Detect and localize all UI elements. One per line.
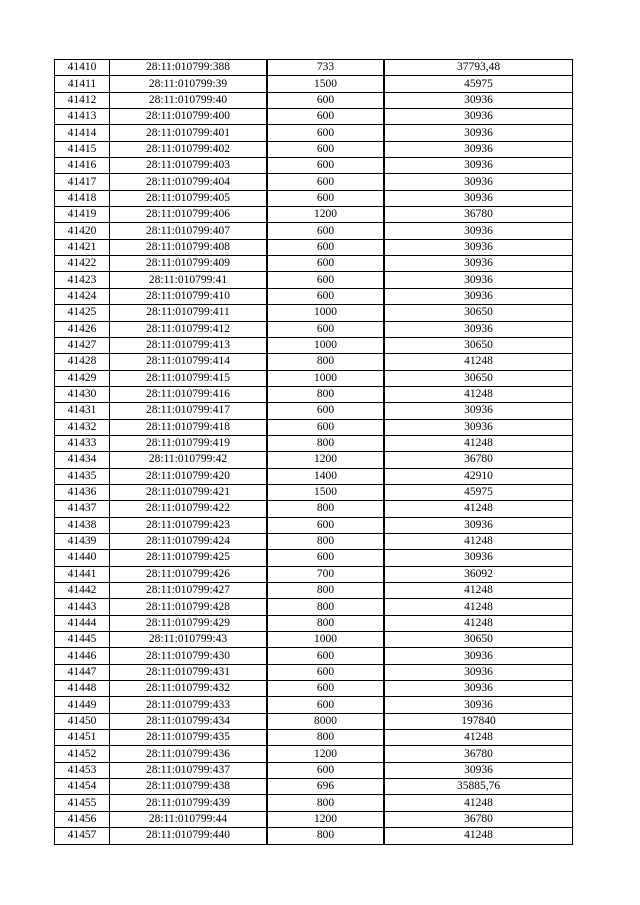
cadastral-number-cell: 28:11:010799:430 [110, 648, 268, 664]
value-cell: 41248 [384, 795, 573, 811]
value-cell: 30936 [384, 223, 573, 239]
table-row [55, 762, 573, 778]
table-row [55, 370, 573, 386]
area-cell: 600 [267, 517, 384, 533]
area-cell: 600 [267, 403, 384, 419]
table-row [55, 256, 573, 272]
area-cell: 600 [267, 239, 384, 255]
area-cell: 600 [267, 288, 384, 304]
table-row [55, 828, 573, 844]
cadastral-number-cell: 28:11:010799:436 [110, 746, 268, 762]
value-cell: 30650 [384, 337, 573, 353]
table-row [55, 239, 573, 255]
value-cell: 30936 [384, 158, 573, 174]
area-cell: 600 [267, 648, 384, 664]
row-number-cell: 41428 [55, 354, 110, 370]
value-cell: 30936 [384, 550, 573, 566]
row-number-cell: 41435 [55, 468, 110, 484]
cadastral-number-cell: 28:11:010799:421 [110, 484, 268, 500]
table-row [55, 76, 573, 92]
value-cell: 45975 [384, 484, 573, 500]
cadastral-number-cell: 28:11:010799:415 [110, 370, 268, 386]
row-number-cell: 41441 [55, 566, 110, 582]
cadastral-number-cell: 28:11:010799:405 [110, 190, 268, 206]
table-row [55, 337, 573, 353]
row-number-cell: 41454 [55, 779, 110, 795]
cadastral-number-cell: 28:11:010799:438 [110, 779, 268, 795]
value-cell: 36780 [384, 811, 573, 827]
row-number-cell: 41449 [55, 697, 110, 713]
cadastral-number-cell: 28:11:010799:388 [110, 60, 268, 76]
row-number-cell: 41448 [55, 681, 110, 697]
cadastral-number-cell: 28:11:010799:416 [110, 386, 268, 402]
value-cell: 30936 [384, 762, 573, 778]
cadastral-number-cell: 28:11:010799:424 [110, 533, 268, 549]
cadastral-number-cell: 28:11:010799:428 [110, 599, 268, 615]
value-cell: 36780 [384, 207, 573, 223]
cadastral-number-cell: 28:11:010799:440 [110, 828, 268, 844]
table-row [55, 501, 573, 517]
row-number-cell: 41452 [55, 746, 110, 762]
table-row [55, 403, 573, 419]
table-row [55, 648, 573, 664]
area-cell: 600 [267, 550, 384, 566]
cadastral-number-cell: 28:11:010799:413 [110, 337, 268, 353]
cadastral-number-cell: 28:11:010799:410 [110, 288, 268, 304]
value-cell: 41248 [384, 730, 573, 746]
table-row [55, 779, 573, 795]
cadastral-number-cell: 28:11:010799:406 [110, 207, 268, 223]
row-number-cell: 41443 [55, 599, 110, 615]
value-cell: 41248 [384, 354, 573, 370]
table-row [55, 386, 573, 402]
cadastral-number-cell: 28:11:010799:432 [110, 681, 268, 697]
value-cell: 30936 [384, 272, 573, 288]
row-number-cell: 41412 [55, 92, 110, 108]
value-cell: 197840 [384, 713, 573, 729]
value-cell: 30936 [384, 92, 573, 108]
area-cell: 1000 [267, 337, 384, 353]
area-cell: 1000 [267, 632, 384, 648]
value-cell: 30936 [384, 419, 573, 435]
cadastral-number-cell: 28:11:010799:439 [110, 795, 268, 811]
row-number-cell: 41414 [55, 125, 110, 141]
row-number-cell: 41422 [55, 256, 110, 272]
value-cell: 30650 [384, 370, 573, 386]
value-cell: 30936 [384, 239, 573, 255]
table-row [55, 533, 573, 549]
value-cell: 30936 [384, 403, 573, 419]
area-cell: 1000 [267, 305, 384, 321]
area-cell: 600 [267, 762, 384, 778]
area-cell: 800 [267, 386, 384, 402]
row-number-cell: 41455 [55, 795, 110, 811]
table-row [55, 566, 573, 582]
area-cell: 600 [267, 109, 384, 125]
row-number-cell: 41416 [55, 158, 110, 174]
table-row [55, 419, 573, 435]
table-row [55, 288, 573, 304]
area-cell: 733 [267, 60, 384, 76]
table-row [55, 484, 573, 500]
table-row [55, 664, 573, 680]
table-row [55, 811, 573, 827]
table-row [55, 305, 573, 321]
cadastral-number-cell: 28:11:010799:429 [110, 615, 268, 631]
area-cell: 600 [267, 419, 384, 435]
row-number-cell: 41429 [55, 370, 110, 386]
cadastral-number-cell: 28:11:010799:42 [110, 452, 268, 468]
value-cell: 30936 [384, 125, 573, 141]
table-row [55, 713, 573, 729]
table-row [55, 583, 573, 599]
value-cell: 35885,76 [384, 779, 573, 795]
cadastral-number-cell: 28:11:010799:417 [110, 403, 268, 419]
row-number-cell: 41426 [55, 321, 110, 337]
area-cell: 1000 [267, 370, 384, 386]
row-number-cell: 41453 [55, 762, 110, 778]
cadastral-number-cell: 28:11:010799:414 [110, 354, 268, 370]
area-cell: 1200 [267, 207, 384, 223]
area-cell: 700 [267, 566, 384, 582]
cadastral-number-cell: 28:11:010799:404 [110, 174, 268, 190]
cadastral-number-cell: 28:11:010799:434 [110, 713, 268, 729]
table-row [55, 190, 573, 206]
area-cell: 600 [267, 223, 384, 239]
value-cell: 30936 [384, 321, 573, 337]
area-cell: 1200 [267, 452, 384, 468]
table-row [55, 599, 573, 615]
row-number-cell: 41418 [55, 190, 110, 206]
area-cell: 600 [267, 125, 384, 141]
value-cell: 30650 [384, 632, 573, 648]
cadastral-number-cell: 28:11:010799:403 [110, 158, 268, 174]
table-row [55, 60, 573, 76]
row-number-cell: 41451 [55, 730, 110, 746]
value-cell: 41248 [384, 615, 573, 631]
cadastral-number-cell: 28:11:010799:427 [110, 583, 268, 599]
row-number-cell: 41417 [55, 174, 110, 190]
table-row [55, 109, 573, 125]
table-row [55, 730, 573, 746]
cadastral-number-cell: 28:11:010799:408 [110, 239, 268, 255]
value-cell: 36780 [384, 746, 573, 762]
table-row [55, 174, 573, 190]
area-cell: 600 [267, 664, 384, 680]
value-cell: 37793,48 [384, 60, 573, 76]
value-cell: 36092 [384, 566, 573, 582]
table-row [55, 550, 573, 566]
cadastral-number-cell: 28:11:010799:418 [110, 419, 268, 435]
value-cell: 30936 [384, 109, 573, 125]
area-cell: 600 [267, 321, 384, 337]
area-cell: 800 [267, 599, 384, 615]
value-cell: 30936 [384, 681, 573, 697]
row-number-cell: 41421 [55, 239, 110, 255]
row-number-cell: 41439 [55, 533, 110, 549]
area-cell: 600 [267, 256, 384, 272]
row-number-cell: 41446 [55, 648, 110, 664]
area-cell: 1200 [267, 811, 384, 827]
value-cell: 42910 [384, 468, 573, 484]
area-cell: 800 [267, 795, 384, 811]
row-number-cell: 41415 [55, 141, 110, 157]
area-cell: 600 [267, 697, 384, 713]
table-row [55, 697, 573, 713]
table-row [55, 125, 573, 141]
value-cell: 30650 [384, 305, 573, 321]
area-cell: 696 [267, 779, 384, 795]
area-cell: 600 [267, 174, 384, 190]
area-cell: 600 [267, 158, 384, 174]
area-cell: 1400 [267, 468, 384, 484]
cadastral-number-cell: 28:11:010799:39 [110, 76, 268, 92]
cadastral-number-cell: 28:11:010799:411 [110, 305, 268, 321]
row-number-cell: 41420 [55, 223, 110, 239]
value-cell: 30936 [384, 256, 573, 272]
table-row [55, 207, 573, 223]
value-cell: 30936 [384, 141, 573, 157]
row-number-cell: 41411 [55, 76, 110, 92]
cadastral-number-cell: 28:11:010799:433 [110, 697, 268, 713]
table-row [55, 272, 573, 288]
row-number-cell: 41425 [55, 305, 110, 321]
area-cell: 1500 [267, 484, 384, 500]
cadastral-number-cell: 28:11:010799:41 [110, 272, 268, 288]
value-cell: 41248 [384, 583, 573, 599]
cadastral-number-cell: 28:11:010799:437 [110, 762, 268, 778]
value-cell: 30936 [384, 697, 573, 713]
table-row [55, 435, 573, 451]
area-cell: 600 [267, 92, 384, 108]
value-cell: 30936 [384, 190, 573, 206]
value-cell: 30936 [384, 174, 573, 190]
table-row [55, 452, 573, 468]
value-cell: 41248 [384, 435, 573, 451]
cadastral-number-cell: 28:11:010799:43 [110, 632, 268, 648]
value-cell: 30936 [384, 648, 573, 664]
table-row [55, 223, 573, 239]
row-number-cell: 41433 [55, 435, 110, 451]
cadastral-number-cell: 28:11:010799:40 [110, 92, 268, 108]
value-cell: 30936 [384, 517, 573, 533]
row-number-cell: 41436 [55, 484, 110, 500]
row-number-cell: 41434 [55, 452, 110, 468]
area-cell: 8000 [267, 713, 384, 729]
cadastral-number-cell: 28:11:010799:425 [110, 550, 268, 566]
table-row [55, 517, 573, 533]
cadastral-number-cell: 28:11:010799:431 [110, 664, 268, 680]
cadastral-number-cell: 28:11:010799:407 [110, 223, 268, 239]
cadastral-number-cell: 28:11:010799:401 [110, 125, 268, 141]
area-cell: 800 [267, 730, 384, 746]
table-row [55, 681, 573, 697]
row-number-cell: 41432 [55, 419, 110, 435]
area-cell: 600 [267, 681, 384, 697]
value-cell: 41248 [384, 501, 573, 517]
cadastral-number-cell: 28:11:010799:409 [110, 256, 268, 272]
area-cell: 800 [267, 615, 384, 631]
land-parcel-table [54, 59, 573, 845]
area-cell: 800 [267, 828, 384, 844]
table-row [55, 746, 573, 762]
area-cell: 1200 [267, 746, 384, 762]
row-number-cell: 41457 [55, 828, 110, 844]
value-cell: 41248 [384, 386, 573, 402]
table-row [55, 158, 573, 174]
row-number-cell: 41437 [55, 501, 110, 517]
value-cell: 41248 [384, 599, 573, 615]
cadastral-number-cell: 28:11:010799:400 [110, 109, 268, 125]
table-row [55, 795, 573, 811]
value-cell: 45975 [384, 76, 573, 92]
cadastral-number-cell: 28:11:010799:423 [110, 517, 268, 533]
row-number-cell: 41423 [55, 272, 110, 288]
area-cell: 600 [267, 272, 384, 288]
table-row [55, 354, 573, 370]
row-number-cell: 41410 [55, 60, 110, 76]
table-body [55, 60, 573, 845]
table-row [55, 632, 573, 648]
cadastral-number-cell: 28:11:010799:419 [110, 435, 268, 451]
row-number-cell: 41430 [55, 386, 110, 402]
row-number-cell: 41444 [55, 615, 110, 631]
value-cell: 41248 [384, 533, 573, 549]
area-cell: 1500 [267, 76, 384, 92]
table-row [55, 141, 573, 157]
cadastral-number-cell: 28:11:010799:44 [110, 811, 268, 827]
row-number-cell: 41450 [55, 713, 110, 729]
area-cell: 800 [267, 583, 384, 599]
row-number-cell: 41427 [55, 337, 110, 353]
row-number-cell: 41456 [55, 811, 110, 827]
value-cell: 41248 [384, 828, 573, 844]
row-number-cell: 41419 [55, 207, 110, 223]
row-number-cell: 41442 [55, 583, 110, 599]
row-number-cell: 41431 [55, 403, 110, 419]
cadastral-number-cell: 28:11:010799:435 [110, 730, 268, 746]
table-row [55, 92, 573, 108]
row-number-cell: 41413 [55, 109, 110, 125]
table-row [55, 615, 573, 631]
row-number-cell: 41438 [55, 517, 110, 533]
row-number-cell: 41445 [55, 632, 110, 648]
area-cell: 600 [267, 190, 384, 206]
value-cell: 30936 [384, 664, 573, 680]
cadastral-number-cell: 28:11:010799:402 [110, 141, 268, 157]
area-cell: 800 [267, 354, 384, 370]
table-row [55, 321, 573, 337]
cadastral-number-cell: 28:11:010799:426 [110, 566, 268, 582]
cadastral-number-cell: 28:11:010799:420 [110, 468, 268, 484]
cadastral-number-cell: 28:11:010799:412 [110, 321, 268, 337]
area-cell: 600 [267, 141, 384, 157]
area-cell: 800 [267, 501, 384, 517]
row-number-cell: 41424 [55, 288, 110, 304]
value-cell: 36780 [384, 452, 573, 468]
cadastral-number-cell: 28:11:010799:422 [110, 501, 268, 517]
area-cell: 800 [267, 533, 384, 549]
area-cell: 800 [267, 435, 384, 451]
value-cell: 30936 [384, 288, 573, 304]
row-number-cell: 41447 [55, 664, 110, 680]
table-row [55, 468, 573, 484]
row-number-cell: 41440 [55, 550, 110, 566]
